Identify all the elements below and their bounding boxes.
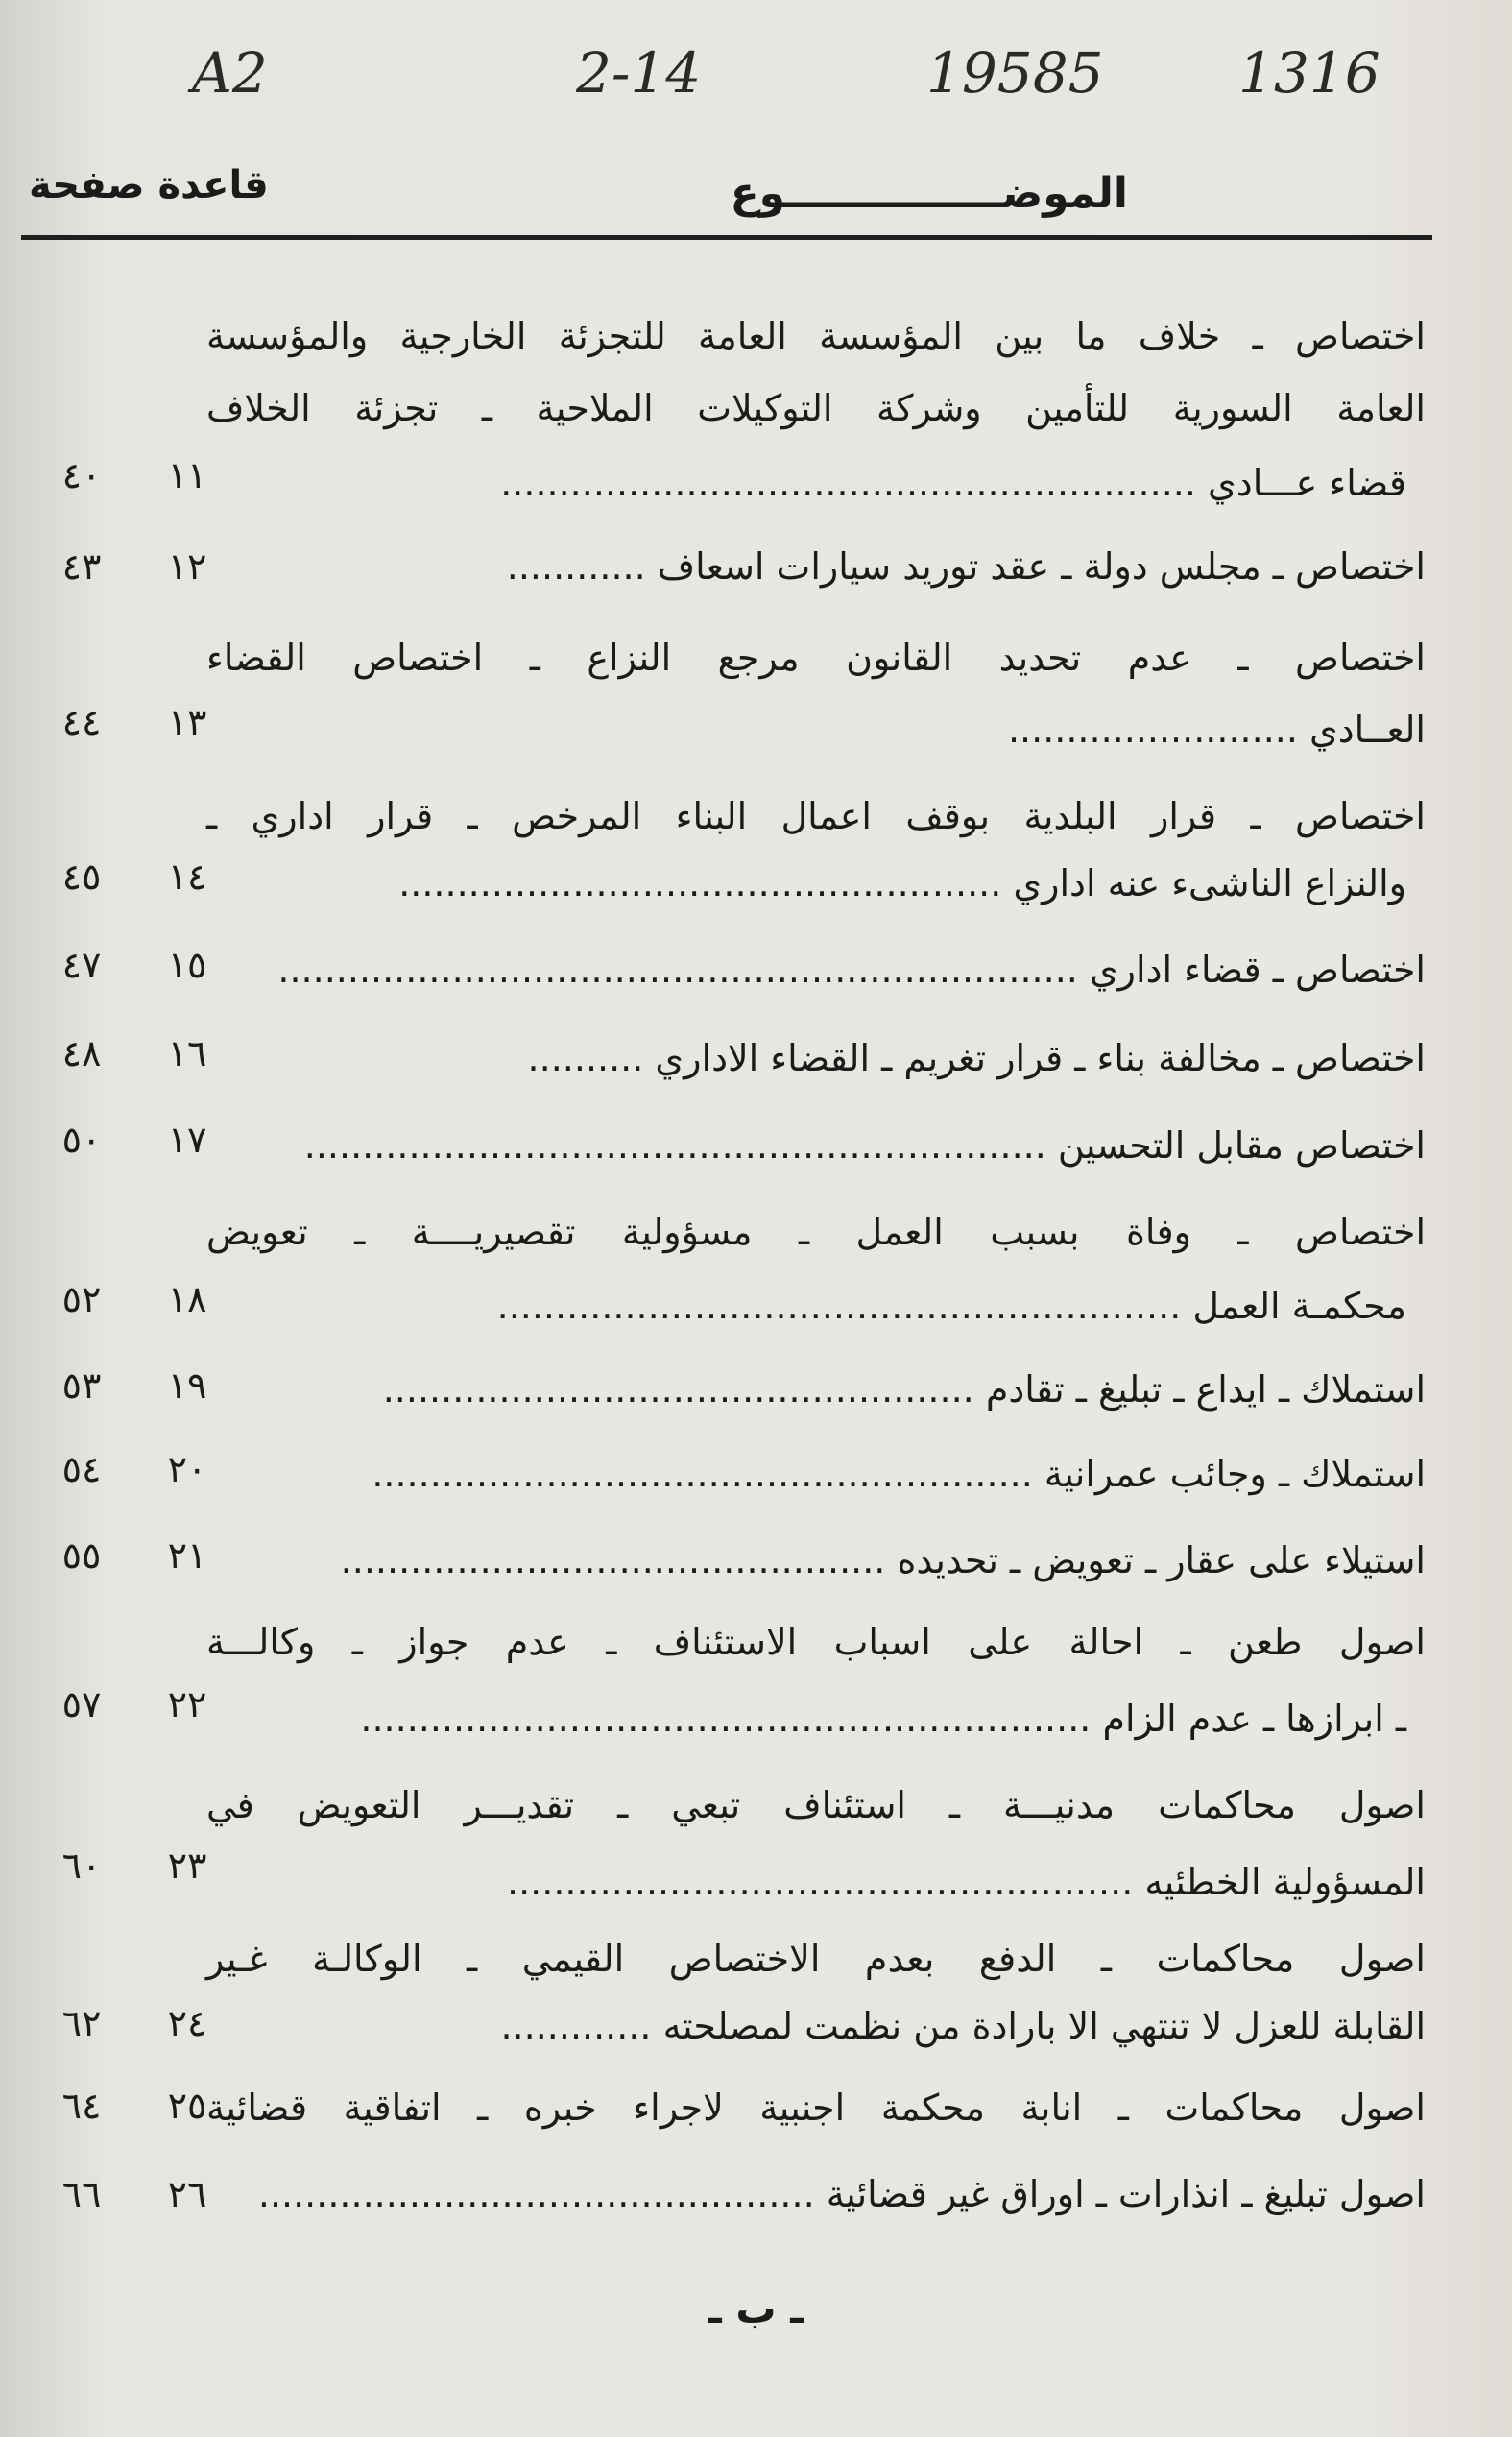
page-number: ٤٠ — [61, 454, 102, 496]
entry-text: القابلة للعزل لا تنتهي الا بارادة من نظمت لمصلحته — [662, 2005, 1426, 2047]
leader-dots: ......................................................... — [372, 1453, 1044, 1495]
entry-text-line: اختصاص ـ وفاة بسبب العمل ـ مسؤولية تقصيريــــة ـ تعويض — [206, 1211, 1426, 1253]
page-number: ٥٥ — [61, 1534, 102, 1577]
rule-number: ٢٥ — [167, 2085, 207, 2127]
handwritten-number-c: 2-14 — [576, 40, 702, 106]
leader-dots: ............ — [506, 545, 658, 588]
rule-number: ١٥ — [167, 944, 207, 986]
entry-text-line — [206, 543, 1426, 591]
rule-number: ١٤ — [167, 856, 207, 898]
entry-text-line: اختصاص ـ عدم تحديد القانون مرجع النزاع ـ اختصاص القضاء — [206, 637, 1426, 679]
entry-text-line — [206, 946, 1426, 994]
entry-text-line: اختصاص ـ خلاف ما بين المؤسسة العامة للتجزئة الخارجية والمؤسسة — [206, 315, 1426, 357]
rule-number: ٢٢ — [167, 1683, 207, 1725]
page-number: ٦٠ — [61, 1845, 102, 1887]
page-number: ٤٥ — [61, 856, 102, 898]
entry-text: اختصاص ـ مجلس دولة ـ عقد توريد سيارات اسعاف — [657, 545, 1426, 588]
page-number: ٥٠ — [61, 1119, 102, 1161]
entry-text-line — [206, 1034, 1426, 1082]
entry-text: العــادي — [1309, 709, 1426, 751]
entry-text-line — [206, 1858, 1426, 1906]
leader-dots: ......................... — [1007, 709, 1310, 751]
page-number: ٥٧ — [61, 1683, 102, 1725]
subject-header: الموضـــــــــــــــوع — [730, 169, 1128, 218]
entry-text-line — [206, 1450, 1426, 1498]
entry-text-line — [187, 859, 1406, 907]
entry-text-line — [206, 2170, 1426, 2218]
page-number: ٦٦ — [61, 2173, 102, 2215]
entry-text: اصول تبليغ ـ انذارات ـ اوراق غير قضائية — [826, 2173, 1426, 2215]
page-number: ٥٣ — [61, 1364, 102, 1407]
rule-page-header: قاعدة صفحة — [29, 163, 269, 207]
page-number: ٤٤ — [61, 701, 102, 743]
entry-text: والنزاع الناشىء عنه اداري — [1013, 862, 1406, 905]
entry-text: اختصاص ـ مخالفة بناء ـ قرار تغريم ـ القضاء الاداري — [655, 1037, 1426, 1079]
entry-text: اختصاص ـ قضاء اداري — [1089, 949, 1426, 991]
leader-dots: ................................................ — [257, 2173, 827, 2215]
entry-text-line — [206, 706, 1426, 754]
rule-number: ٢٤ — [167, 2002, 207, 2044]
entry-text-line: اصول محاكمات ـ انابة محكمة اجنبية لاجراء خبره ـ اتفاقية قضائية — [206, 2087, 1426, 2129]
page-number: ٦٢ — [61, 2002, 102, 2044]
leader-dots: .......... — [527, 1037, 656, 1079]
entry-text-line: العامة السورية للتأمين وشركة التوكيلات الملاحية ـ تجزئة الخلاف — [206, 387, 1426, 429]
rule-number: ٢٠ — [167, 1448, 207, 1490]
leader-dots: ............................................................ — [500, 462, 1209, 504]
rule-number: ١٩ — [167, 1364, 207, 1407]
leader-dots: .................................................... — [398, 862, 1014, 905]
handwritten-number-a: 1316 — [1238, 40, 1380, 106]
page-number: ٤٧ — [61, 944, 102, 986]
entry-text-line — [187, 459, 1406, 507]
entry-text-line: اصول محاكمات ـ الدفع بعدم الاختصاص القيمي ـ الوكالـة غـير — [206, 1938, 1426, 1980]
page-number: ٥٢ — [61, 1278, 102, 1320]
entry-text-line — [206, 1365, 1426, 1413]
page-footer-letter: ـ ب ـ — [708, 2285, 804, 2332]
entry-text: استملاك ـ وجائب عمرانية — [1044, 1453, 1426, 1495]
entry-text-line — [206, 1536, 1426, 1584]
entry-text-line — [187, 1282, 1406, 1330]
rule-number: ٢٦ — [167, 2173, 207, 2215]
handwritten-number-b: 19585 — [926, 40, 1104, 106]
rule-number: ١٢ — [167, 545, 207, 588]
header-rule — [21, 235, 1432, 240]
page-number: ٤٨ — [61, 1032, 102, 1074]
leader-dots: ..................................................................... — [277, 949, 1090, 991]
leader-dots: ...................................................... — [507, 1861, 1145, 1903]
entry-text: ـ ابرازها ـ عدم الزام — [1102, 1698, 1406, 1740]
rule-number: ٢١ — [167, 1534, 207, 1577]
leader-dots: ........................................................... — [496, 1285, 1193, 1327]
entry-text: قضاء عـــادي — [1208, 462, 1406, 504]
leader-dots: ............. — [500, 2005, 663, 2047]
entry-text: استيلاء على عقار ـ تعويض ـ تحديده — [897, 1539, 1426, 1581]
rule-number: ١٦ — [167, 1032, 207, 1074]
leader-dots: ............................................................... — [360, 1698, 1103, 1740]
rule-number: ١٣ — [167, 701, 207, 743]
entry-text: استملاك ـ ايداع ـ تبليغ ـ تقادم — [985, 1368, 1426, 1411]
leader-dots: ................................................... — [382, 1368, 986, 1411]
rule-number: ٢٣ — [167, 1845, 207, 1887]
entry-text: المسؤولية الخطئيه — [1144, 1861, 1426, 1903]
page-number: ٥٤ — [61, 1448, 102, 1490]
leader-dots: ................................................................ — [303, 1124, 1058, 1167]
entry-text: محكمـة العمل — [1192, 1285, 1406, 1327]
entry-text-line: اختصاص ـ قرار البلدية بوقف اعمال البناء المرخص ـ قرار اداري ـ — [206, 795, 1426, 837]
page-number: ٤٣ — [61, 545, 102, 588]
entry-text-line: اصول محاكمات مدنيـــة ـ استئناف تبعي ـ تقديـــر التعويض في — [206, 1784, 1426, 1826]
entry-text-line: اصول طعن ـ احالة على اسباب الاستئناف ـ عدم جواز ـ وكالـــة — [206, 1621, 1426, 1663]
leader-dots: ............................................... — [340, 1539, 898, 1581]
page-number: ٦٤ — [61, 2085, 102, 2127]
handwritten-number-d: A2 — [192, 40, 268, 106]
rule-number: ١٧ — [167, 1119, 207, 1161]
rule-number: ١٨ — [167, 1278, 207, 1320]
entry-text-line — [206, 1122, 1426, 1170]
entry-text-line — [206, 2002, 1426, 2050]
column-headers — [0, 163, 1512, 230]
entry-text: اختصاص مقابل التحسين — [1057, 1124, 1426, 1167]
rule-number: ١١ — [167, 454, 207, 496]
entry-text-line — [187, 1695, 1406, 1743]
